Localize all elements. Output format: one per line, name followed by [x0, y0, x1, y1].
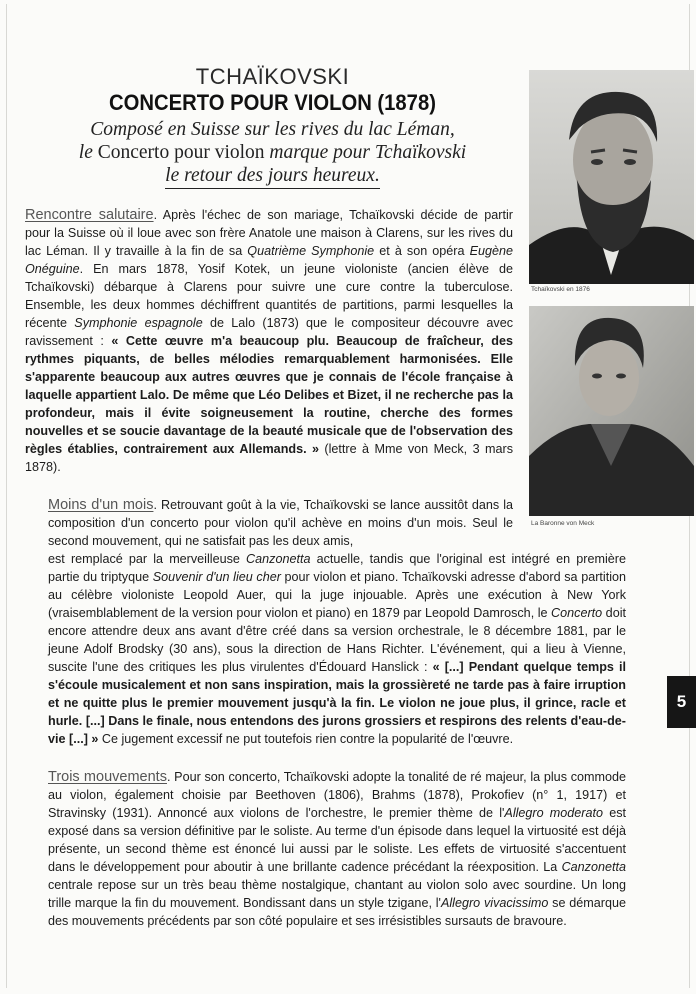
paragraph-text: doit encore attendre deux ans avant d'être créé dans sa version orchestrale, le 8 décembre 1881, par le jeune Adolf Brodsky (30 ans), sous la direction de Hans Richter. L'événement, qui a lieu à Vienne, suscite l'une des critiques les plus virulentes d'Édouard Hanslick :: [48, 606, 626, 674]
work-title: Concerto: [551, 606, 603, 620]
composer-name: TCHAÏKOVSKI: [195, 64, 350, 89]
hanslick-quote: « [...] Pendant quelque temps il s'écoule musicalement et non sans inspiration, mais la grossièreté ne tarde pas à faire irruption et ne quitte plus le premier mouvement jusqu'à la fin. Le violon ne joue plus, il grince, racle et hurle. [...] Dans le finale, nous entendons des jurons grossiers et respirons des relents d'eau-de-vie [...] »: [48, 660, 627, 746]
work-title: Quatrième Symphonie: [247, 244, 375, 258]
movement-title: Canzonetta: [561, 860, 626, 874]
lead-line-3: le retour des jours heureux.: [165, 165, 380, 186]
lead-work-title: Concerto pour violon: [97, 142, 265, 163]
article-title: CONCERTO POUR VIOLON (1878): [109, 90, 436, 115]
work-title: Eugène Onéguine: [25, 244, 513, 276]
paragraph-text: pour violon et piano. Tchaïkovski adresse d'abord sa partition au célèbre violoniste Leopold Auer, qui la juge injouable. Après une exécution à New York (vraisemblablement de la version pour violon et piano) en 1879 par Leopold Damrosch, le: [48, 570, 626, 620]
photo-caption-tchaikovski: Tchaïkovski en 1876: [531, 286, 590, 293]
article-lead: [20, 118, 525, 189]
work-title: Canzonetta: [246, 552, 311, 566]
lead-line-2c: marque pour Tchaïkovski: [264, 142, 467, 163]
page-number-tab: 5: [667, 676, 696, 728]
paragraph-text: centrale repose sur un très beau thème nostalgique, chantant au violon solo avec sourdine. Un long trille marque la fin du mouvement. Bondissant dans un style tzigane, l': [48, 878, 626, 910]
paragraph-text: actuelle, tandis que l'original est intégré en première partie du triptyque: [48, 552, 626, 584]
paragraph-text: . Retrouvant goût à la vie, Tchaïkovski se lance aussitôt dans la composition d'un concerto pour violon qu'il achève en moins d'un mois. Seul le second mouvement, qui ne satisfait pas les deux amis,: [48, 498, 513, 548]
paragraph-text: de Lalo (1873) que le compositeur découvre avec ravissement :: [25, 316, 513, 348]
paragraph-text: . En mars 1878, Yosif Kotek, un jeune violoniste (ancien élève de Tchaïkovski) débarque à Clarens pour suivre une cure contre la tuberculose. Ensemble, les deux hommes déchiffrent quantités de partitions, parmi lesquelles la récente: [25, 262, 513, 330]
movement-title: Allegro moderato: [504, 806, 604, 820]
paragraph-text: . Pour son concerto, Tchaïkovski adopte la tonalité de ré majeur, la plus commode au violon, également choisie par Beethoven (1806), Brahms (1878), Prokofiev (n° 1, 1917) et Stravinsky (1931). Annoncé aux violons de l'orchestre, le premier thème de l': [48, 770, 627, 820]
work-title: Souvenir d'un lieu cher: [152, 570, 281, 584]
section-moins-dun-mois-body: [48, 550, 626, 748]
baronne-von-meck-portrait: [529, 306, 694, 516]
work-title: Symphonie espagnole: [74, 316, 203, 330]
paragraph-text: et à son opéra: [374, 244, 470, 258]
section-heading-rencontre: Rencontre salutaire: [25, 207, 154, 223]
paragraph-text: se démarque des mouvements précédents par son côté populaire et ses irrésistibles sursauts de bravoure.: [48, 896, 626, 928]
section-moins-dun-mois-intro: [48, 496, 513, 550]
section-rencontre-salutaire: [25, 206, 513, 476]
movement-title: Allegro vivacissimo: [440, 896, 549, 910]
photo-caption-von-meck: La Baronne von Meck: [531, 520, 595, 527]
lead-line-1: Composé en Suisse sur les rives du lac Léman,: [90, 119, 455, 140]
tchaikovski-portrait: [529, 70, 694, 284]
section-heading-moins-dun-mois: Moins d'un mois: [48, 497, 154, 513]
paragraph-text: est exposé dans sa version définitive par le soliste. Au terme d'un épisode dans lequel la virtuosité est déjà présente, un second thème est énoncé lui aussi par le soliste. Les effets de virtuosité s'accentuent dans le développement pour aboutir à une brillante cadence précédant la réexposition. La: [48, 806, 626, 874]
article-header: [20, 64, 525, 189]
paragraph-text: (lettre à Mme von Meck, 3 mars 1878).: [25, 442, 514, 474]
paragraph-text: est remplacé par la merveilleuse: [48, 552, 247, 566]
tchaikovski-quote: « Cette œuvre m'a beaucoup plu. Beaucoup de fraîcheur, des rythmes piquants, de belles mélodies remarquablement harmonisées. Elle s'apparente beaucoup aux autres œuvres que je connais de l'école française à laquelle appartient Lalo. De même que Léo Delibes et Bizet, il ne recherche pas la profondeur, mais il évite soigneusement la routine, cherche des formes nouvelles et se soucie davantage de la beauté musicale que de l'observation des règles établies, contrairement aux Allemands. »: [25, 334, 513, 456]
section-heading-trois-mouvements: Trois mouvements: [48, 769, 167, 785]
paragraph-text: Ce jugement excessif ne put toutefois rien contre la popularité de l'œuvre.: [98, 732, 514, 746]
section-trois-mouvements: [48, 768, 626, 930]
paragraph-text: . Après l'échec de son mariage, Tchaïkovski décide de partir pour la Suisse où il loue avec son frère Anatole une maison à Clarens, sur les rives du lac Léman. Il y travaille à la fin de sa: [25, 208, 513, 258]
lead-line-2a: le: [78, 142, 98, 163]
